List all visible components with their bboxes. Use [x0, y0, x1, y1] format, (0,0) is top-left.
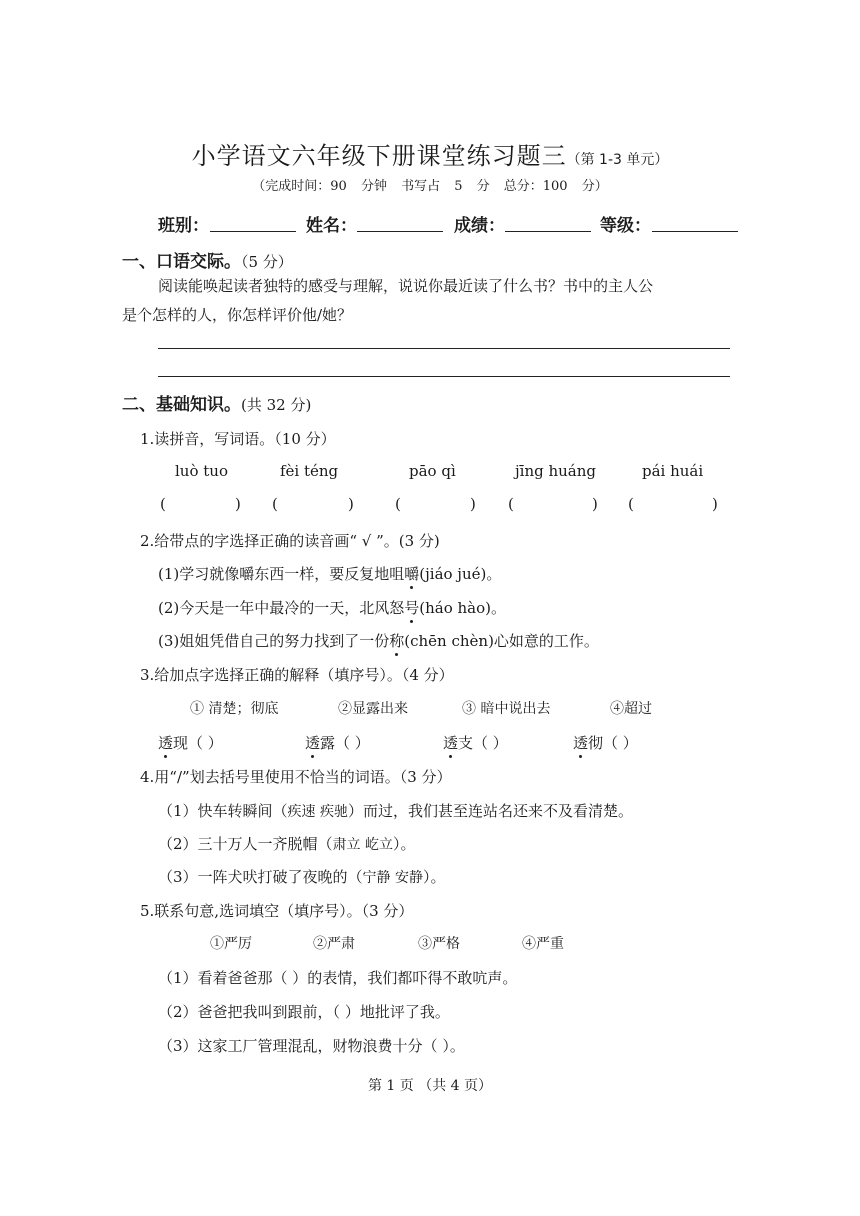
q1-blank-1-close: ) [235, 495, 241, 513]
q3-word-4-blank[interactable]: 彻（ ） [588, 734, 638, 752]
q3-title: 3.给加点字选择正确的解释（填序号）。（4 分） [140, 666, 454, 684]
q3-word-1-blank[interactable]: 现（ ） [173, 734, 223, 752]
q4-item-3-text: （3）一阵犬吠打破了夜晚的（ [158, 868, 363, 886]
q1-blank-5-close: ) [712, 495, 718, 513]
q1-title: 1.读拼音，写词语。（10 分） [140, 430, 336, 448]
q1-blank-1-open: ( [160, 495, 166, 513]
section1-heading [122, 247, 293, 272]
q3-option-2: ②显露出来 [338, 701, 408, 717]
section2-score: (共 32 分) [241, 396, 312, 414]
q4-item-2 [158, 833, 416, 854]
section2-title: 二、基础知识。 [122, 395, 241, 415]
q5-item-3[interactable]: （3）这家工厂管理混乱，财物浪费十分（ ）。 [158, 1037, 465, 1055]
q5-option-1: ①严厉 [210, 936, 252, 952]
q3-option-3: ③ 暗中说出去 [462, 701, 551, 717]
q4-item-1 [158, 800, 633, 821]
page-title [0, 136, 860, 171]
q4-item-3-text-end: ）。 [423, 868, 446, 886]
q4-item-3-choices[interactable]: 宁静 安静 [362, 870, 423, 886]
answer-line-2[interactable] [158, 376, 730, 377]
q5-title: 5.联系句意,选词填空（填序号）。（3 分） [140, 902, 414, 920]
q1-blank-2-close: ) [348, 495, 354, 513]
q3-word-3 [443, 732, 508, 753]
class-label: 班别： [158, 216, 209, 236]
name-field[interactable] [357, 231, 443, 232]
section1-score: （5 分） [241, 253, 293, 271]
section1-title: 一、口语交际。 [122, 252, 241, 272]
q1-pinyin-3: pāo qì [409, 462, 456, 480]
q2-item-3-options[interactable]: (chēn chèn)心如意的工作。 [404, 632, 599, 650]
q1-pinyin-5: pái huái [642, 462, 704, 480]
q5-item-1[interactable]: （1）看着爸爸那（ ）的表情，我们都吓得不敢吭声。 [158, 969, 518, 987]
q2-item-3-text: (3)姐姐凭借自己的努力找到了一份 [158, 632, 390, 650]
q4-item-1-choices[interactable]: 疾速 疾驰 [287, 804, 348, 820]
score-field[interactable] [505, 231, 591, 232]
section1-text-line1: 阅读能唤起读者独特的感受与理解，说说你最近读了什么书？书中的主人公 [158, 277, 654, 295]
name-label: 姓名： [306, 216, 357, 236]
q1-blank-4-open: ( [508, 495, 514, 513]
q2-item-1-options[interactable]: (jiáo jué)。 [419, 565, 502, 583]
title-main: 小学语文六年级下册课堂练习题三 [191, 142, 567, 170]
answer-line-1[interactable] [158, 348, 730, 349]
q2-item-3-dotted-char: 称 [389, 632, 405, 650]
q3-word-2-dotted-char: 透 [305, 734, 321, 752]
title-unit-range: （第 1-3 单元） [566, 152, 669, 168]
q1-pinyin-1: luò tuo [175, 462, 228, 480]
q3-option-1: ① 清楚；彻底 [190, 701, 279, 717]
q3-word-1 [158, 732, 223, 753]
q2-item-2 [158, 597, 506, 618]
q5-item-2[interactable]: （2）爸爸把我叫到跟前，（ ）地批评了我。 [158, 1003, 450, 1021]
q1-blank-3-close: ) [470, 495, 476, 513]
q4-title: 4.用“/”划去括号里使用不恰当的词语。（3 分） [140, 768, 452, 786]
q2-item-1-dotted-char: 嚼 [404, 565, 420, 583]
q2-item-2-text: (2)今天是一年中最冷的一天，北风怒 [158, 599, 405, 617]
q2-item-2-dotted-char: 号 [404, 599, 420, 617]
q2-item-1-text: (1)学习就像嚼东西一样，要反复地咀 [158, 565, 405, 583]
exam-meta: （完成时间：90 分钟 书写占 5 分 总分：100 分） [252, 179, 608, 194]
q1-pinyin-4: jīng huáng [515, 462, 597, 480]
q4-item-1-text-end: ）而过，我们甚至连站名还来不及看清楚。 [348, 802, 634, 820]
score-label: 成绩： [454, 216, 505, 236]
q1-blank-3-open: ( [395, 495, 401, 513]
q1-blank-4-close: ) [592, 495, 598, 513]
q1-blank-5-open: ( [628, 495, 634, 513]
class-field[interactable] [210, 231, 296, 232]
q5-option-2: ②严肃 [313, 936, 355, 952]
q5-option-4: ④严重 [522, 936, 564, 952]
q2-item-2-options[interactable]: (háo hào)。 [419, 599, 507, 617]
q3-word-3-dotted-char: 透 [443, 734, 459, 752]
grade-label: 等级： [600, 216, 651, 236]
q3-word-3-blank[interactable]: 支（ ） [458, 734, 508, 752]
q3-word-2-blank[interactable]: 露（ ） [320, 734, 370, 752]
q3-word-2 [305, 732, 370, 753]
q2-item-3 [158, 630, 599, 651]
q1-blank-2-open: ( [272, 495, 278, 513]
grade-field[interactable] [652, 231, 738, 232]
q3-word-4 [573, 732, 638, 753]
section1-text-line2: 是个怎样的人，你怎样评价他/她？ [122, 306, 353, 324]
section2-heading [122, 390, 311, 415]
q5-option-3: ③严格 [418, 936, 460, 952]
q4-item-1-text: （1）快车转瞬间（ [158, 802, 288, 820]
q1-pinyin-2: fèi téng [280, 462, 339, 480]
q3-option-4: ④超过 [610, 701, 652, 717]
q3-word-4-dotted-char: 透 [573, 734, 589, 752]
q4-item-2-text-end: ）。 [393, 835, 416, 853]
q3-word-1-dotted-char: 透 [158, 734, 174, 752]
q4-item-2-choices[interactable]: 肃立 屹立 [332, 837, 393, 853]
q2-title: 2.给带点的字选择正确的读音画“ √ ”。(3 分) [140, 532, 440, 550]
page-number: 第 1 页 （共 4 页） [367, 1078, 493, 1094]
q4-item-3 [158, 866, 446, 887]
q4-item-2-text: （2）三十万人一齐脱帽（ [158, 835, 333, 853]
q2-item-1 [158, 563, 501, 584]
